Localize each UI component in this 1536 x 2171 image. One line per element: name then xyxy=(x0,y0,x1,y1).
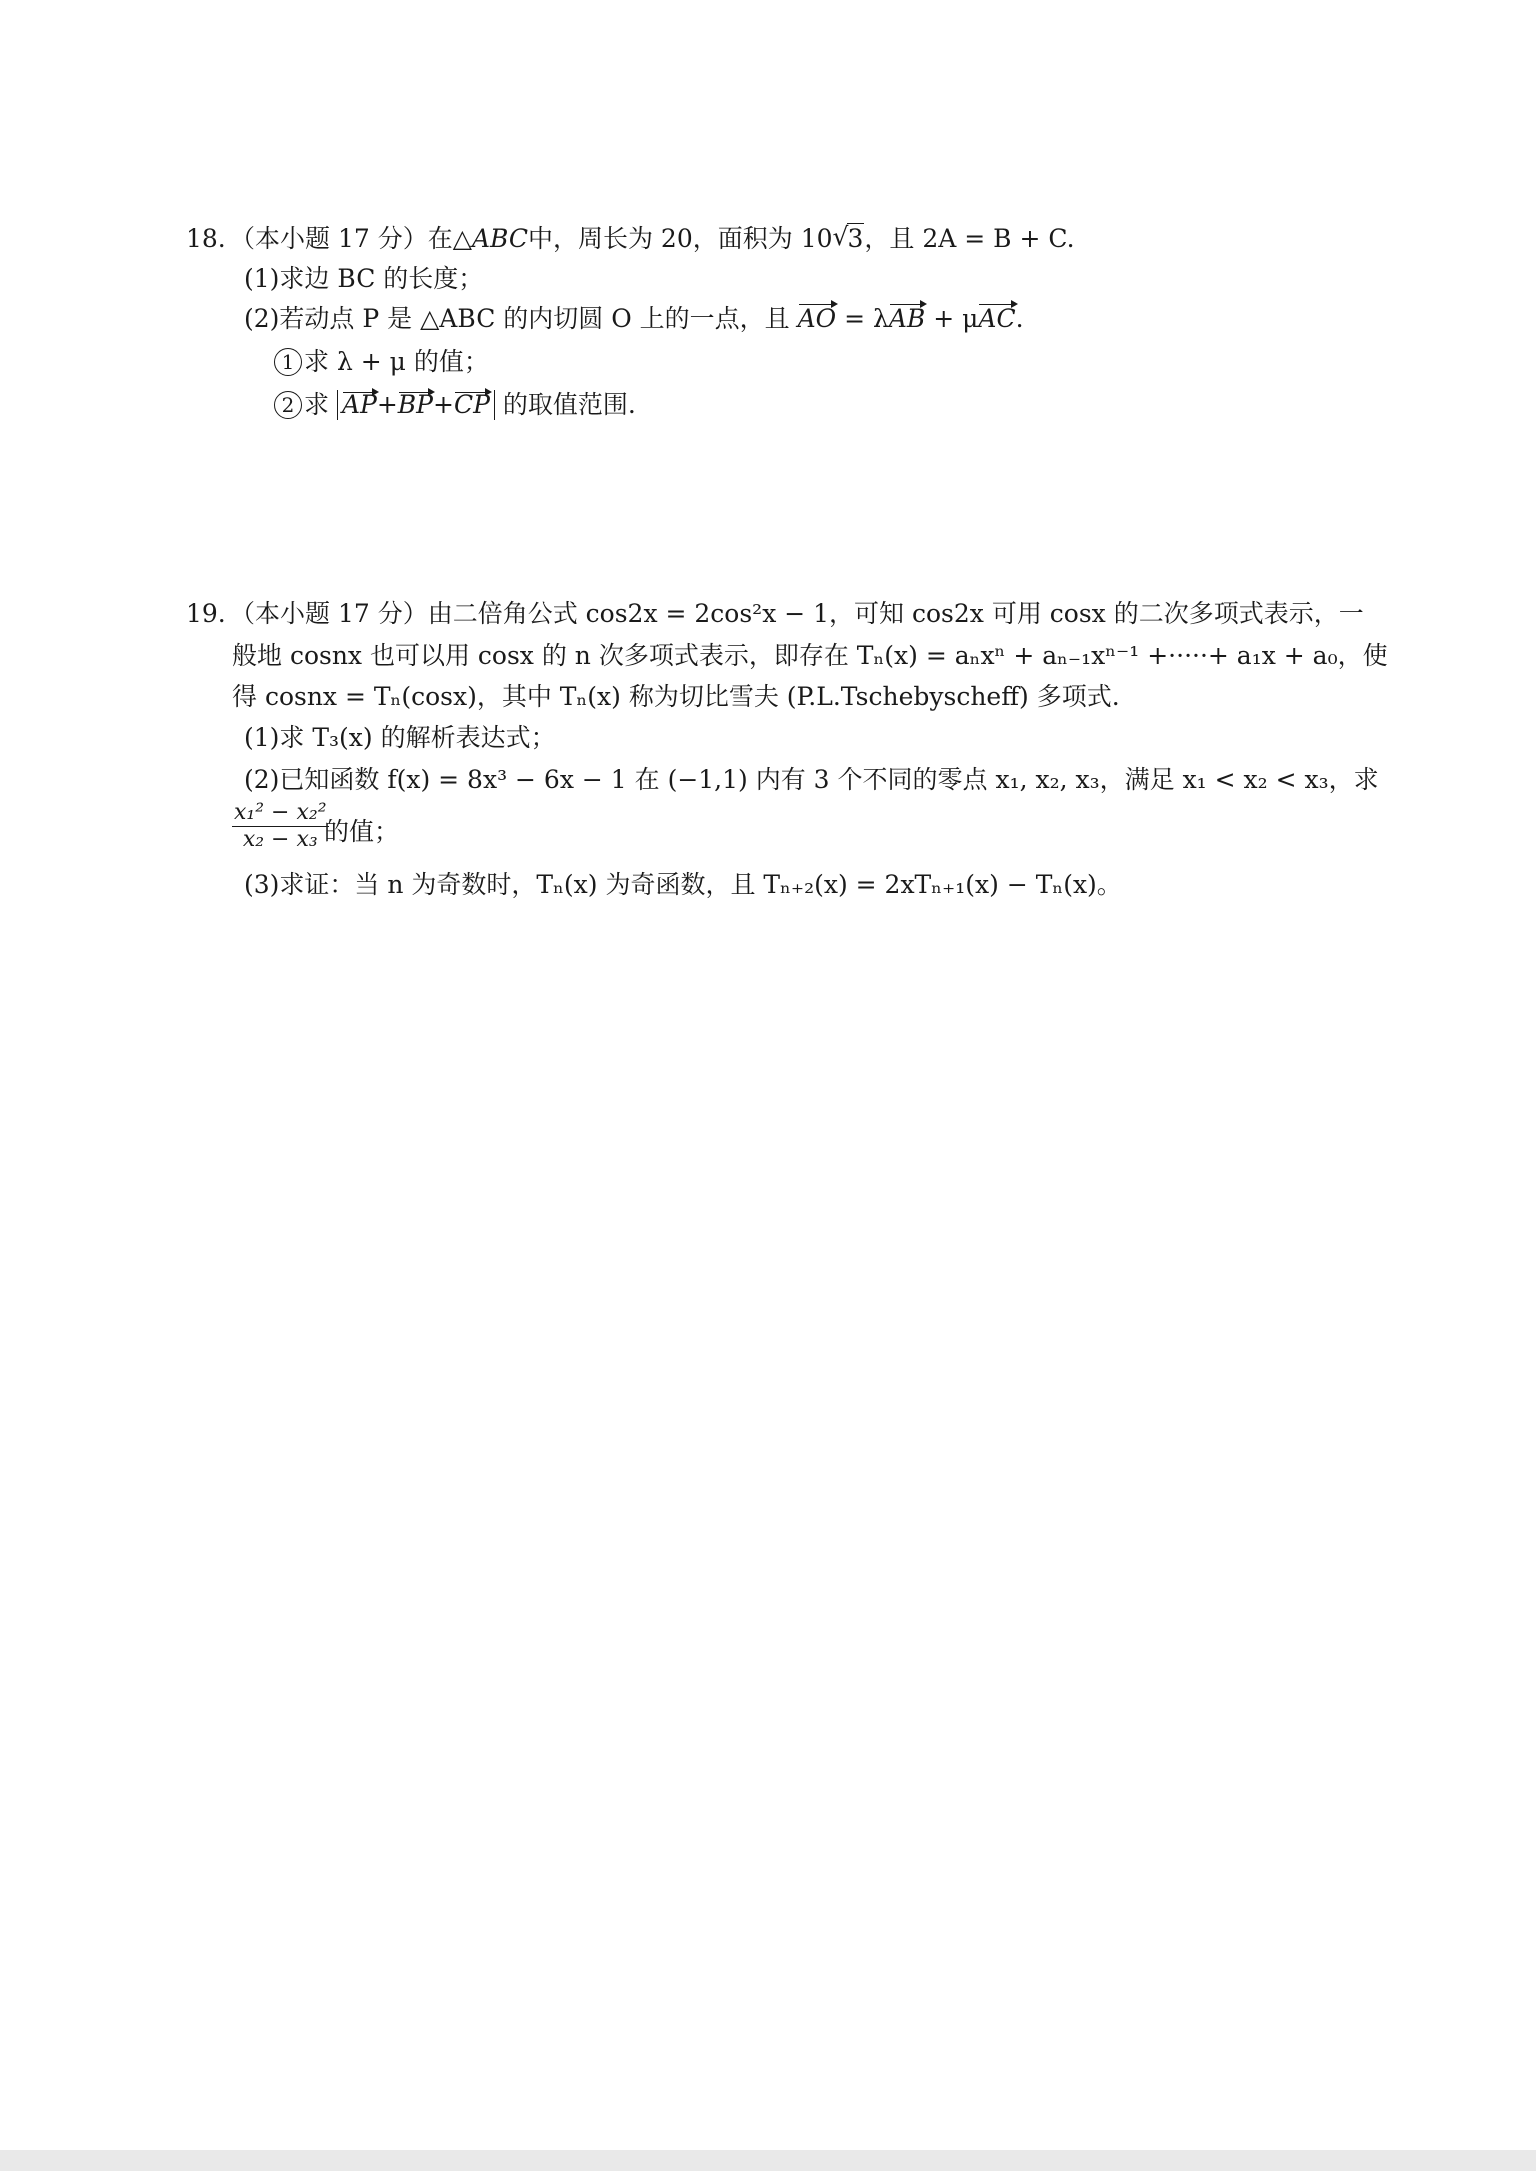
vector-AC: AC xyxy=(978,302,1015,336)
subpart-text: 的取值范围. xyxy=(494,390,636,419)
question-stem-line-1: （本小题 17 分）由二倍角公式 cos2x = 2cos²x − 1，可知 cos2x 可用 cosx 的二次多项式表示，一 xyxy=(230,599,1364,628)
subpart-text: 求 xyxy=(304,390,337,419)
vector-AB: AB xyxy=(889,302,925,336)
part-3: (3)求证：当 n 为奇数时，Tₙ(x) 为奇函数，且 Tₙ₊₂(x) = 2xTₙ₊₁(x) − Tₙ(x)。 xyxy=(244,870,1122,899)
part-2: (2)已知函数 f(x) = 8x³ − 6x − 1 在 (−1,1) 内有 3 个不同的零点 x₁, x₂, x₃，满足 x₁ < x₂ < x₃，求 xyxy=(244,765,1379,794)
plus-sign: + xyxy=(433,390,454,419)
part-text: (2)若动点 P 是 △ABC 的内切圆 O 上的一点，且 xyxy=(244,304,798,333)
question-stem-line-2: 般地 cosnx 也可以用 cosx 的 n 次多项式表示，即存在 Tₙ(x) = aₙxⁿ + aₙ₋₁xⁿ⁻¹ +·····+ a₁x + a₀，使 xyxy=(232,641,1388,670)
part-text: . xyxy=(1015,304,1024,333)
fraction xyxy=(232,800,329,853)
vector-CP: CP xyxy=(453,390,490,419)
fraction-numerator: x₁² − x₂² xyxy=(234,800,327,825)
part-2-tail: 的值； xyxy=(324,817,400,846)
question-stem-line-3: 得 cosnx = Tₙ(cosx)，其中 Tₙ(x) 称为切比雪夫 (P.L.Tschebyscheff) 多项式. xyxy=(232,682,1120,711)
vector-BP: BP xyxy=(397,390,433,419)
circled-number: 2 xyxy=(274,391,302,419)
vector-AO: AO xyxy=(798,302,837,336)
circled-number: 1 xyxy=(274,348,302,376)
part-1: (1)求 T₃(x) 的解析表达式； xyxy=(244,723,556,752)
part-2 xyxy=(244,302,1024,336)
sqrt-symbol xyxy=(833,222,865,256)
stem-text: ，且 2A = B + C. xyxy=(864,224,1075,253)
subpart-text: 求 λ + μ 的值； xyxy=(304,347,489,376)
stem-text: 中，周长为 20，面积为 10 xyxy=(527,224,833,253)
part-text: = λ xyxy=(836,304,889,333)
score-label: （本小题 17 分） xyxy=(230,224,428,253)
absolute-value xyxy=(337,390,495,420)
question-stem xyxy=(230,222,1075,256)
question-number: 19. xyxy=(186,599,226,628)
triangle-label: △ABC xyxy=(452,224,528,253)
subpart-2 xyxy=(274,388,636,422)
page-bottom-edge xyxy=(0,2150,1536,2171)
fraction-denominator: x₂ − x₃ xyxy=(242,827,318,852)
part-text: + μ xyxy=(925,304,979,333)
plus-sign: + xyxy=(376,390,398,419)
question-number: 18. xyxy=(186,224,226,253)
sqrt-value: 3 xyxy=(847,224,864,253)
part-1: (1)求边 BC 的长度； xyxy=(244,264,484,293)
vector-AP: AP xyxy=(341,390,377,419)
subpart-1 xyxy=(274,345,489,379)
stem-text: 在 xyxy=(427,224,453,253)
